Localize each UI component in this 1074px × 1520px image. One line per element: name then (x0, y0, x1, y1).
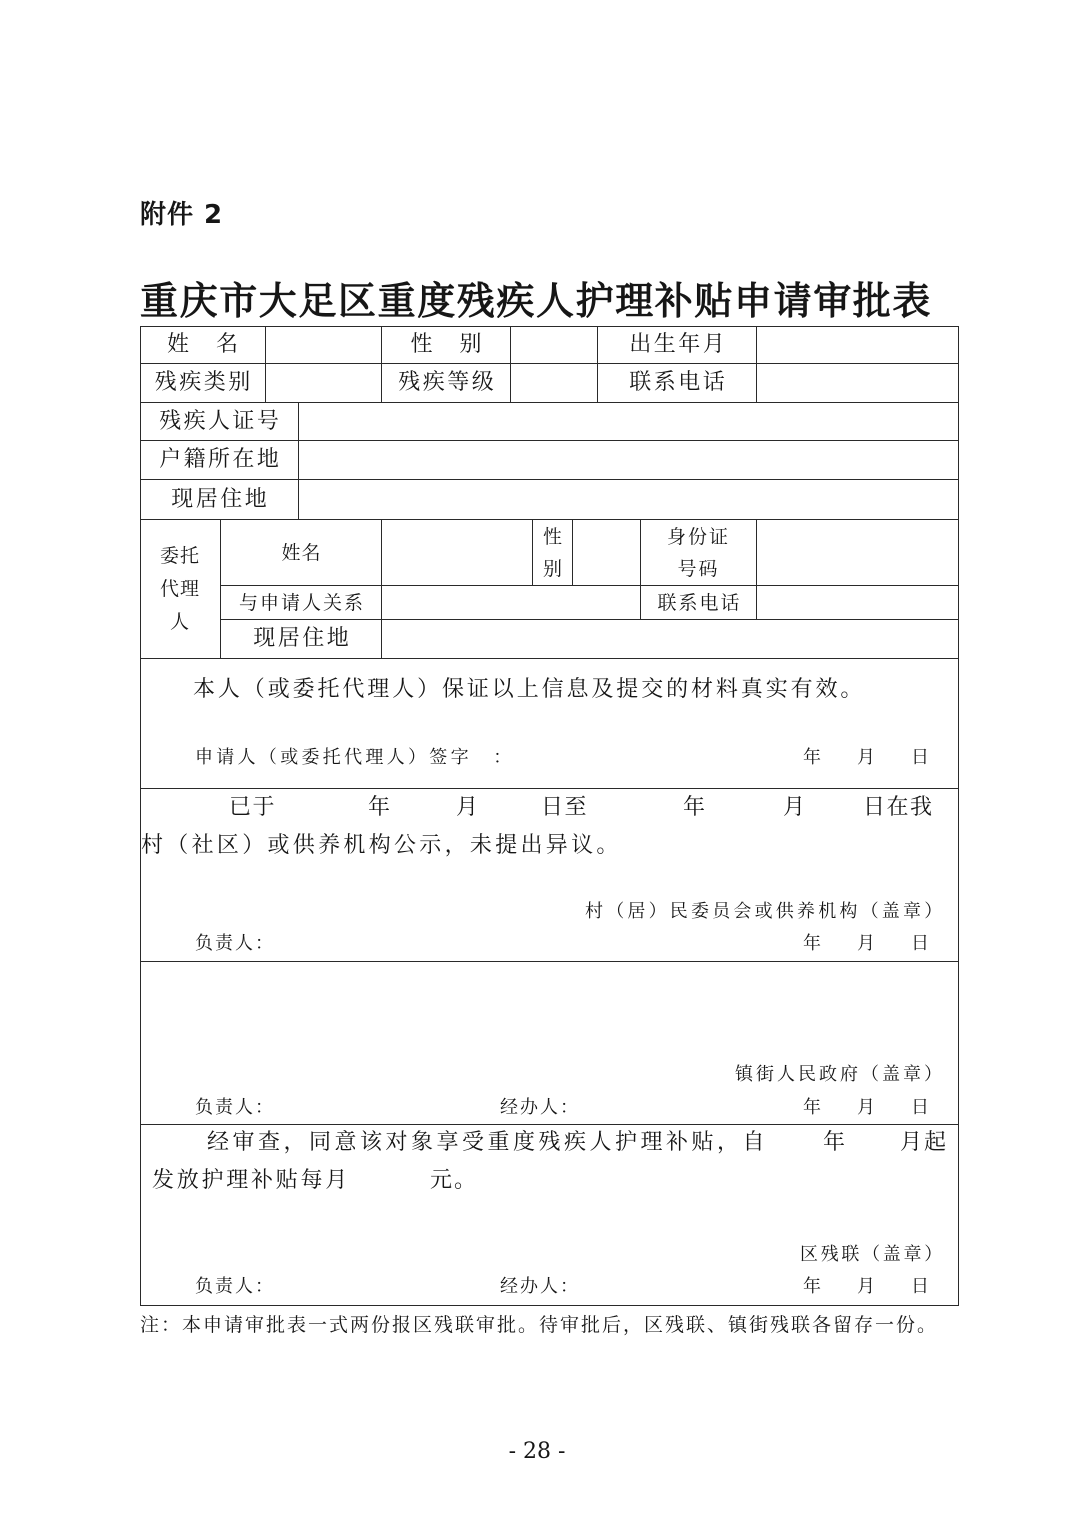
agent-gender-label: 性别 (542, 525, 562, 580)
publicity-text-segment: 日在我 (863, 795, 934, 820)
agent-phone-label-cell (641, 586, 757, 620)
agent-section-label-cell (140, 520, 221, 659)
publicity-text-segment: 日至 (541, 795, 589, 820)
publicity-text-segment: 年 (368, 795, 391, 820)
district-handler-label: 经办人： (500, 1276, 580, 1297)
town-date-label: 年 月 日 (803, 1097, 929, 1118)
declaration-statement: 本人（或委托代理人）保证以上信息及提交的材料真实有效。 (193, 677, 866, 702)
publicity-text-segment: 月 (783, 795, 806, 820)
agent-name-label-cell (221, 520, 382, 586)
certificate-label: 残疾人证号 (159, 408, 282, 434)
disability-type-value (266, 364, 382, 403)
agent-id-label-cell (641, 520, 757, 586)
approval-text-segment: 发放护理补贴每月 (152, 1168, 351, 1193)
publicity-text-segment: 年 (683, 795, 706, 820)
district-responsible-label: 负责人： (195, 1276, 275, 1297)
agent-gender-label-cell (533, 520, 573, 586)
agent-name-value (382, 520, 533, 586)
applicant-gender-label: 性 别 (410, 331, 484, 357)
declaration-date-label: 年 月 日 (803, 747, 929, 768)
approval-text-segment: 年 (823, 1130, 846, 1155)
residence-value (299, 480, 959, 520)
applicant-birth-label-cell (598, 326, 757, 364)
signature-label: 申请人（或委托代理人）签字 ： (195, 747, 515, 768)
town-handler-label: 经办人： (500, 1097, 580, 1118)
approval-text-segment: 经审查，同意该对象享受重度残疾人护理补贴，自 (207, 1130, 769, 1155)
agent-residence-label-cell (221, 620, 382, 659)
application-form-table (140, 326, 959, 1306)
declaration-section (140, 659, 959, 789)
publicity-text-line2: 村（社区）或供养机构公示，未提出异议。 (141, 833, 622, 858)
household-value (299, 441, 959, 480)
form-title: 重庆市大足区重度残疾人护理补贴申请审批表 (140, 278, 933, 323)
applicant-gender-label-cell (382, 326, 511, 364)
agent-residence-label: 现居住地 (253, 626, 352, 651)
disability-level-label-cell (382, 364, 511, 403)
certificate-label-cell (140, 403, 299, 441)
town-review-section (140, 962, 959, 1125)
disability-level-value (511, 364, 598, 403)
applicant-birth-label: 出生年月 (629, 331, 728, 357)
agent-gender-value (573, 520, 641, 586)
approval-text-segment: 元。 (430, 1168, 479, 1193)
attachment-label: 附件 2 (140, 200, 224, 230)
disability-type-label-cell (140, 364, 266, 403)
village-responsible-label: 负责人： (195, 933, 275, 954)
village-seal-label: 村（居）民委员会或供养机构（盖章） (585, 901, 946, 922)
district-approval-section (140, 1125, 959, 1306)
agent-section-label: 委托代理人 (159, 544, 200, 633)
agent-id-label: 身份证号码 (666, 525, 730, 580)
town-responsible-label: 负责人： (195, 1097, 275, 1118)
applicant-name-label-cell (140, 326, 266, 364)
district-date-label: 年 月 日 (803, 1276, 929, 1297)
applicant-name-label: 姓 名 (166, 331, 241, 357)
footnote: 注：本申请审批表一式两份报区残联审批。待审批后，区残联、镇街残联各留存一份。 (140, 1314, 939, 1336)
agent-phone-value (757, 586, 959, 620)
agent-relation-value (382, 586, 641, 620)
publicity-text-segment: 月 (456, 795, 479, 820)
village-date-label: 年 月 日 (803, 933, 929, 954)
applicant-phone-value (757, 364, 959, 403)
village-publicity-section (140, 789, 959, 962)
publicity-text-segment: 已于 (229, 795, 277, 820)
residence-label: 现居住地 (171, 486, 270, 512)
applicant-name-value (266, 326, 382, 364)
agent-residence-value (382, 620, 959, 659)
certificate-value (299, 403, 959, 441)
agent-name-label: 姓名 (281, 541, 322, 564)
district-seal-label: 区残联（盖章） (800, 1244, 945, 1265)
agent-relation-label: 与申请人关系 (238, 591, 365, 614)
agent-phone-label: 联系电话 (657, 591, 742, 614)
household-label-cell (140, 441, 299, 480)
town-seal-label: 镇街人民政府（盖章） (735, 1064, 945, 1085)
applicant-birth-value (757, 326, 959, 364)
disability-level-label: 残疾等级 (398, 370, 497, 395)
page-number: - 28 - (508, 1439, 566, 1464)
household-label: 户籍所在地 (159, 447, 282, 472)
applicant-phone-label: 联系电话 (629, 370, 728, 395)
agent-relation-label-cell (221, 586, 382, 620)
applicant-phone-label-cell (598, 364, 757, 403)
disability-type-label: 残疾类别 (154, 370, 253, 395)
approval-text-segment: 月起 (900, 1130, 949, 1155)
agent-id-value (757, 520, 959, 586)
residence-label-cell (140, 480, 299, 520)
applicant-gender-value (511, 326, 598, 364)
